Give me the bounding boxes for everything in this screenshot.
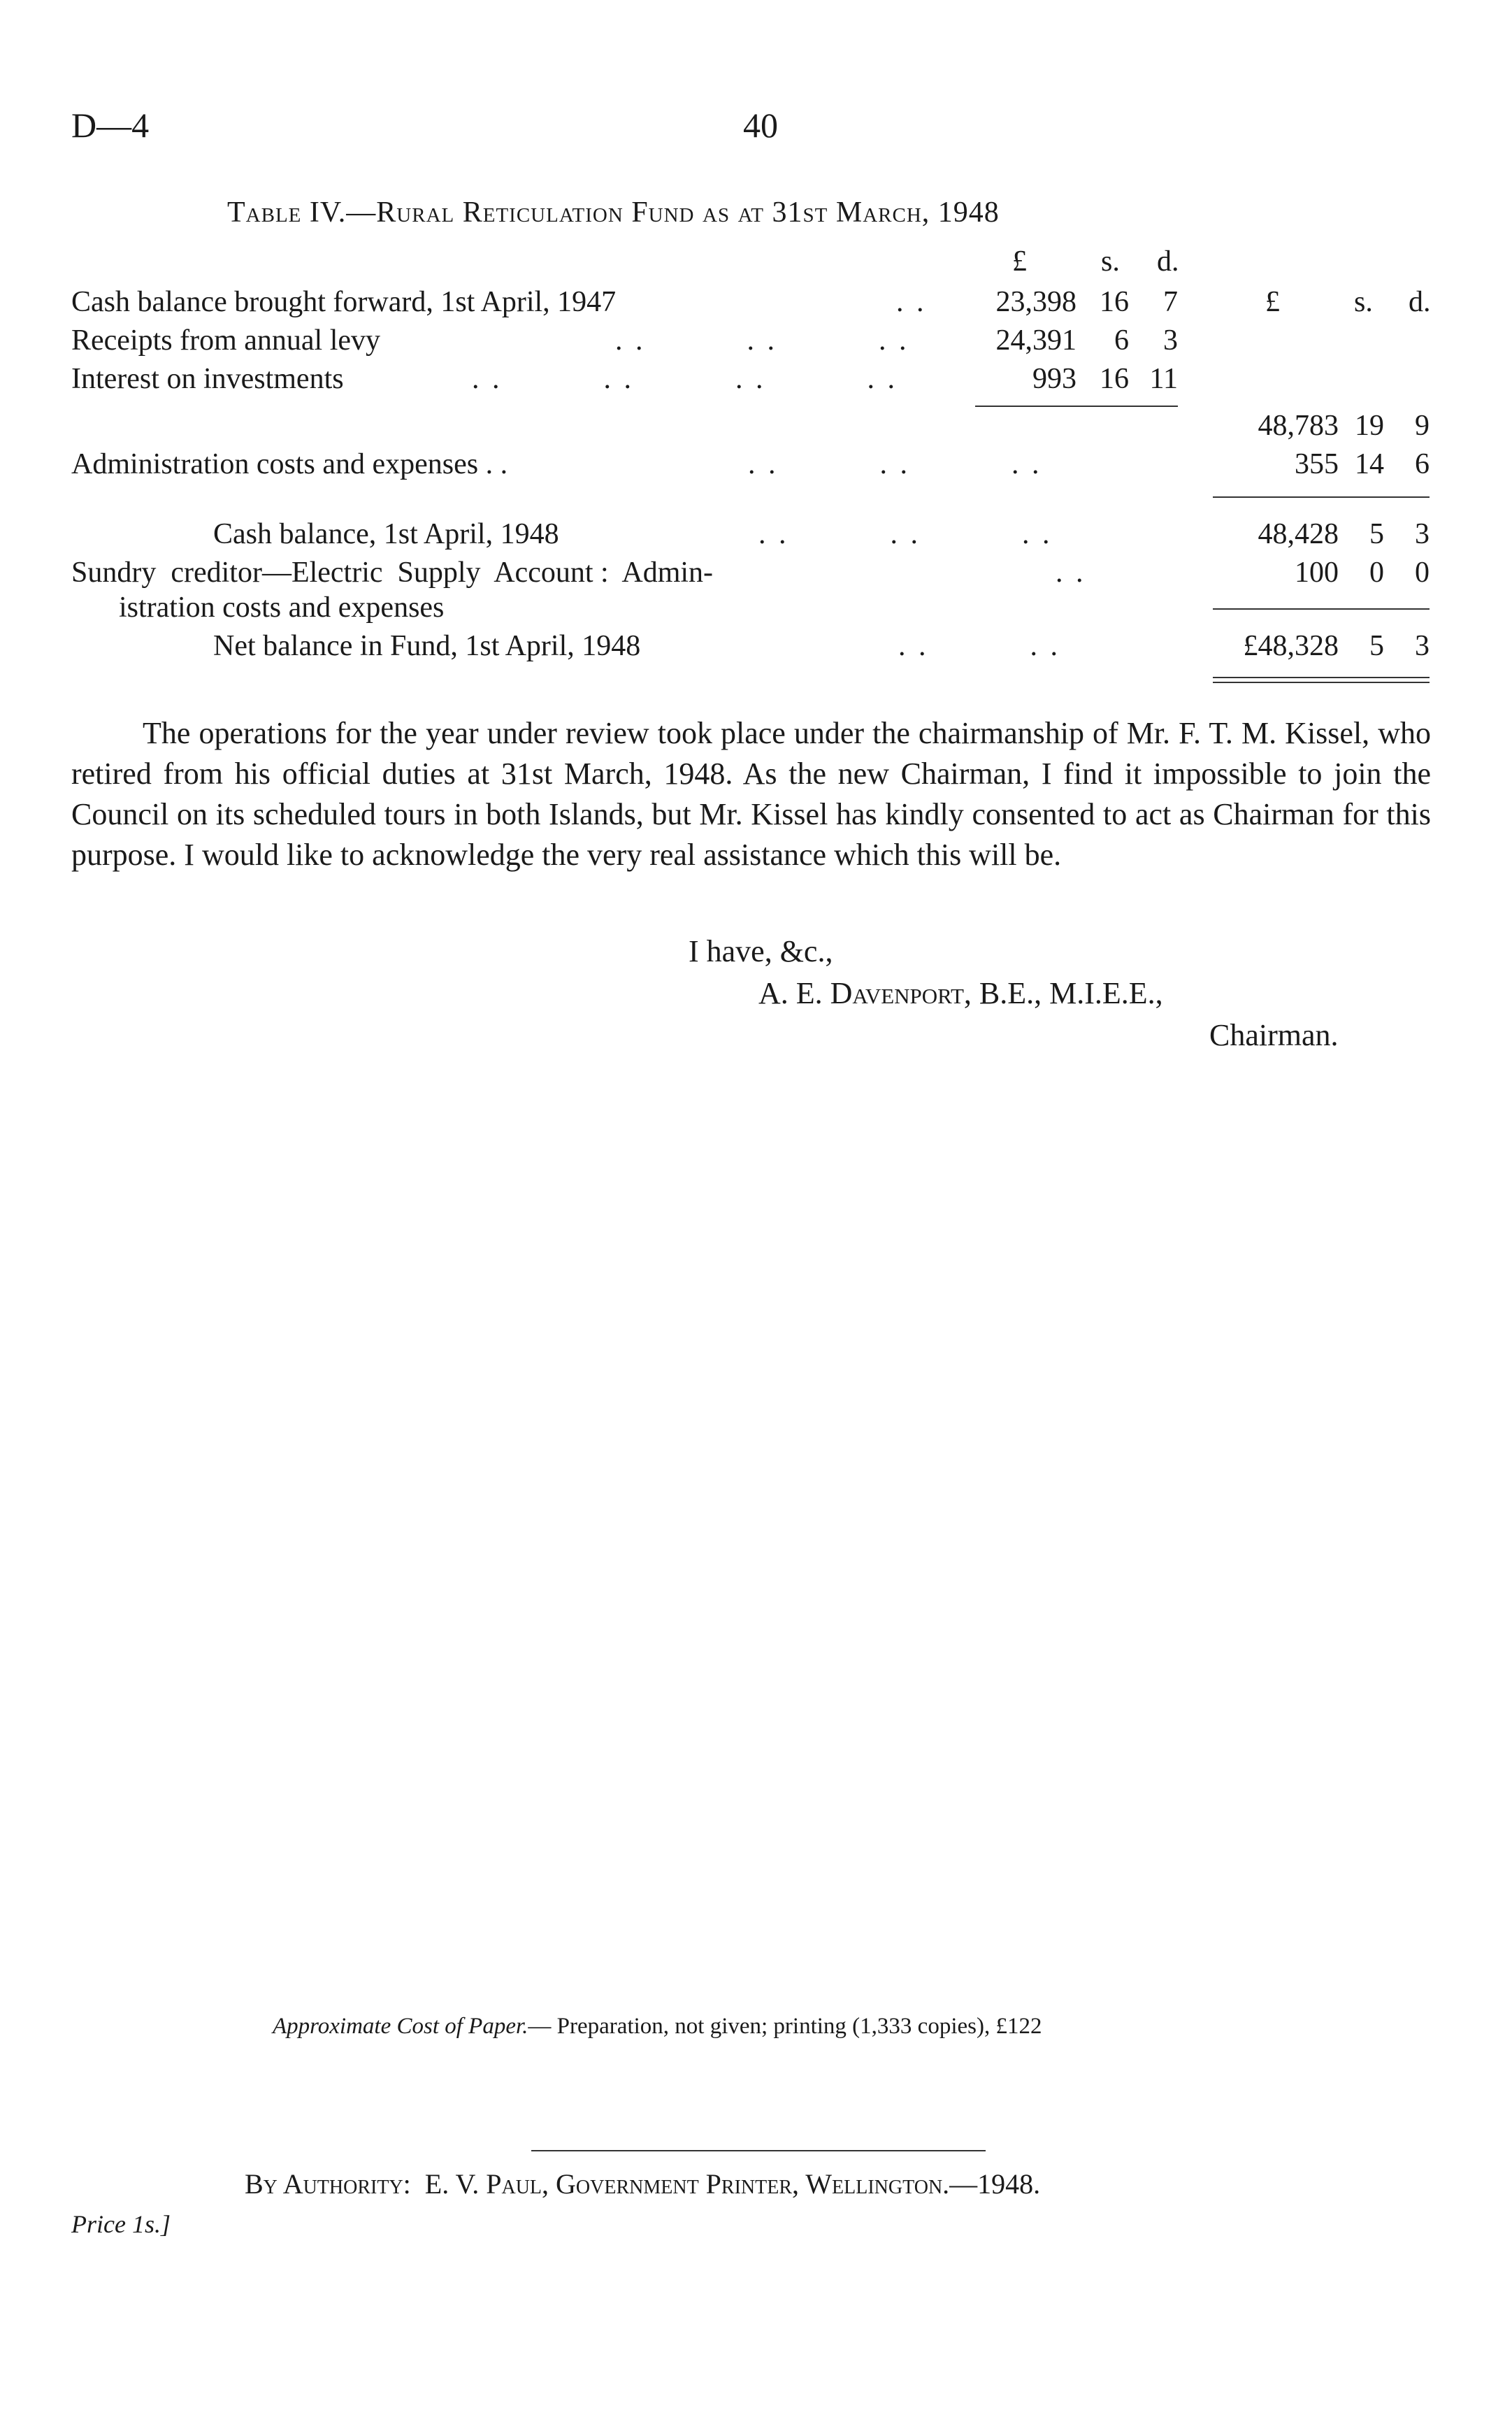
leader-dots: . . . . [898,630,1060,662]
leader-dots: . . [896,286,927,318]
outer-pounds: 355 [1295,448,1339,480]
inner-pounds: 23,398 [995,286,1077,318]
row-label: Net balance in Fund, 1st April, 1948 [213,630,641,662]
outer-pounds: 100 [1295,557,1339,589]
outer-shillings: 0 [1369,557,1384,589]
inner-pounds: 993 [1032,363,1077,395]
outer-pence: 6 [1415,448,1430,480]
signature-role: Chairman. [1209,1018,1339,1052]
col-header-outer-pence: d. [1409,286,1431,318]
row-label: Cash balance, 1st April, 1948 [213,518,559,550]
outer-rule-1 [1213,496,1430,498]
outer-pence: 3 [1415,630,1430,662]
inner-total-rule [975,406,1178,407]
table-title: Table IV.—Rural Reticulation Fund as at 31st March, 1948 [227,196,1000,229]
outer-pence: 3 [1415,518,1430,550]
outer-shillings: 5 [1369,630,1384,662]
row-label: Administration costs and expenses . . [71,448,508,480]
total-double-rule [1213,677,1430,683]
col-header-outer-pounds: £ [1265,286,1280,318]
signature-greeting: I have, &c., [689,934,833,968]
cost-note-label: Approximate Cost of Paper. [273,2014,528,2039]
outer-rule-2 [1213,608,1430,610]
inner-shillings: 16 [1100,286,1129,318]
outer-pounds: 48,783 [1258,410,1339,442]
outer-pounds: £48,328 [1243,630,1339,662]
body-paragraph: The operations for the year under review took place under the chairmanship of Mr. F. T. M. Kissel, who retired from his official duties at 31st March, 1948. As the new Chairman, I find it impossible to join the Council on its scheduled tours in both Islands, but Mr. Kissel has kindly consented to act as Chairman for this purpose. I would like to acknowledge the very real assistance which this will be. [71,716,1431,872]
row-label: Receipts from annual levy [71,324,381,357]
leader-dots: . . [1056,557,1086,589]
row-label-line1: Sundry creditor—Electric Supply Account : Admin- [71,557,714,589]
inner-pence: 3 [1163,324,1178,357]
row-label-line2: istration costs and expenses [119,592,445,624]
outer-shillings: 19 [1355,410,1384,442]
price-note: Price 1s.] [71,2210,171,2238]
leader-dots: . . . . . . [748,448,1042,480]
page-number: 40 [743,106,778,145]
inner-shillings: 6 [1114,324,1129,357]
inner-pounds: 24,391 [995,324,1077,357]
leader-dots: . . . . . . [758,518,1053,550]
row-label: Interest on investments [71,363,344,395]
leader-dots: . . . . . . . . [472,363,898,395]
col-header-outer-shillings: s. [1354,286,1373,318]
outer-shillings: 5 [1369,518,1384,550]
inner-pence: 7 [1163,286,1178,318]
outer-pounds: 48,428 [1258,518,1339,550]
cost-note-text: — Preparation, not given; printing (1,333 copies), £122 [528,2014,1042,2039]
outer-pence: 0 [1415,557,1430,589]
cost-note [273,2014,1042,2040]
signature-name: A. E. Davenport, B.E., M.I.E.E., [758,976,1163,1010]
printer-authority: By Authority: E. V. Paul, Government Printer, Wellington.—1948. [245,2168,1041,2200]
outer-pence: 9 [1415,410,1430,442]
outer-shillings: 14 [1355,448,1384,480]
row-label: Cash balance brought forward, 1st April, 1947 [71,286,617,318]
col-header-inner-shillings: s. [1101,245,1120,278]
leader-dots: . . . . . . [615,324,909,357]
col-header-inner-pence: d. [1157,245,1179,278]
inner-shillings: 16 [1100,363,1129,395]
col-header-inner-pounds: £ [1012,245,1027,278]
document-code: D—4 [71,106,150,145]
inner-pence: 11 [1149,363,1178,395]
footer-rule [531,2150,986,2151]
